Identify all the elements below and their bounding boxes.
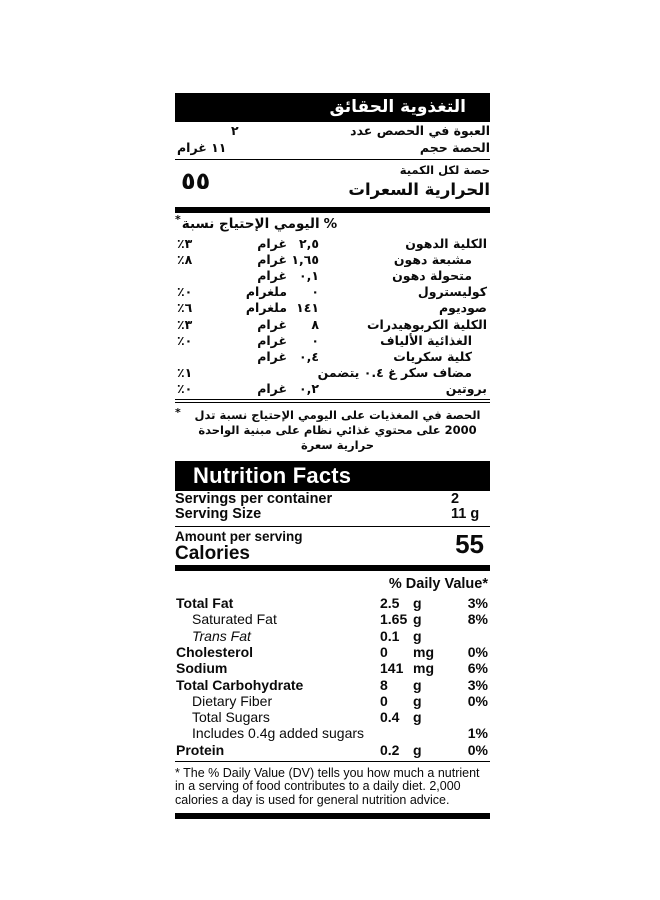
nutrient-daily-percent: 6% [467,660,488,677]
bottom-bar [175,813,490,819]
nutrient-daily-percent: 8% [467,611,488,628]
nutrient-row [175,644,490,660]
arabic-serving-size-value: ١١ غرام [177,140,227,155]
nutrient-value: 8 [380,676,388,693]
nutrient-daily-percent: ٪٣ [177,235,193,251]
nutrient-name: يتضمن ٠.٤ غ سكر مضاف [317,365,472,381]
nutrient-name: Sodium [176,660,228,677]
nutrient-daily-percent: ٪١ [177,365,193,381]
nutrient-value: ٠ [311,284,319,300]
nutrient-daily-percent: ٪٠ [177,332,193,348]
arabic-servings-row [175,122,490,139]
nutrient-unit: g [413,595,422,612]
nutrient-name: الدهون الكلية [405,235,487,251]
nutrient-daily-percent: ٪٦ [177,300,193,316]
nutrient-row [175,348,490,364]
nutrient-name: دهون متحولة [392,267,472,283]
nutrient-name: سكريات كلية [393,348,472,364]
nutrient-value: ٠,٢ [298,381,319,397]
arabic-amount-per-serving: الكمية لكل حصة [399,163,490,177]
nutrient-value: 0.4 [380,709,400,726]
english-servings-row [175,491,490,507]
nutrient-unit: غرام [257,235,287,251]
nutrient-daily-percent: 0% [467,741,488,758]
nutrient-value: 141 [380,660,404,677]
arabic-title-bar: الحقائق التغذوية [175,93,490,122]
nutrient-daily-percent: ٪٨ [177,251,193,267]
nutrient-row [175,300,490,316]
nutrient-row [175,251,490,267]
nutrient-value: 1.65 [380,611,408,628]
nutrient-unit: g [413,692,422,709]
english-calories-block [175,527,490,565]
nutrient-row [175,709,490,725]
nutrient-row [175,235,490,251]
nutrient-daily-percent: 1% [467,725,488,742]
nutrient-name: Total Carbohydrate [176,676,304,693]
nutrient-name: Trans Fat [192,627,251,644]
nutrient-value: ٨ [311,316,319,332]
nutrient-value: 0 [380,643,388,660]
nutrient-row [175,627,490,643]
english-title-bar: Nutrition Facts [175,461,490,491]
arabic-calories-block [175,163,490,207]
nutrient-daily-percent: 3% [467,676,488,693]
nutrient-name: Dietary Fiber [192,692,273,709]
arabic-daily-value-header [175,213,490,233]
nutrient-name: Cholesterol [176,643,254,660]
nutrient-row [175,381,490,397]
nutrient-daily-percent: 0% [467,692,488,709]
nutrient-value: ١٤١ [296,300,319,316]
nutrient-row [175,676,490,692]
asterisk-mark: * [175,405,181,419]
nutrient-row [175,332,490,348]
nutrient-row [175,611,490,627]
nutrient-name: Protein [176,741,225,758]
nutrient-value: ٠ [311,332,319,348]
arabic-serving-size-row [175,139,490,156]
nutrient-unit: غرام [257,251,287,267]
nutrient-unit: g [413,741,422,758]
nutrient-value: 0.1 [380,627,400,644]
arabic-panel [175,93,490,453]
nutrient-value: ٠,٤ [298,348,319,364]
nutrient-unit: g [413,611,422,628]
english-amount-per-serving: Amount per serving [175,528,303,544]
english-servings-value: 2 [451,490,460,507]
english-nutrient-rows [175,595,490,758]
arabic-daily-value-label: نسبة الإحتياج اليومي [181,216,320,232]
nutrient-unit: g [413,676,422,693]
nutrient-unit: غرام [257,316,287,332]
english-serving-size-row [175,506,490,522]
nutrient-daily-percent: 3% [467,595,488,612]
nutrient-unit: غرام [257,348,287,364]
nutrient-name: الألياف الغذائية [380,332,472,348]
nutrient-row [175,693,490,709]
english-serving-size-label: Serving Size [175,506,262,523]
nutrient-row [175,284,490,300]
nutrient-name: Includes 0.4g added sugars [192,725,365,742]
english-calories-value: 55 [455,528,484,559]
nutrient-unit: غرام [257,267,287,283]
nutrient-value: ٠,١ [298,267,319,283]
arabic-nutrient-rows [175,235,490,397]
nutrient-row [175,660,490,676]
arabic-calories-value: ٥٥ [181,167,211,195]
nutrient-name: Total Sugars [192,709,270,726]
nutrient-value: ٢,٥ [298,235,319,251]
nutrient-daily-percent: 0% [467,643,488,660]
nutrient-daily-percent: ٪٣ [177,316,193,332]
nutrient-unit: غرام [257,381,287,397]
english-footnote: * The % Daily Value (DV) tells you how much a nutrient in a serving of food contributes to a daily diet. 2,000 calories a day is used for general nutrition advice. [175,765,480,807]
nutrient-unit: g [413,709,422,726]
nutrient-name: كوليسترول [417,284,487,300]
nutrient-name: Total Fat [176,595,234,612]
english-servings-label: Servings per container [175,490,333,507]
divider [175,761,490,762]
nutrient-row [175,725,490,741]
asterisk-mark: * [175,213,181,226]
thick-divider [175,565,490,571]
nutrient-daily-percent: ٪٠ [177,284,193,300]
arabic-servings-label: عدد الحصص في العبوة [350,123,490,138]
nutrient-value: 0.2 [380,741,400,758]
nutrient-unit: mg [413,643,434,660]
nutrient-row [175,365,490,381]
nutrient-row [175,267,490,283]
nutrient-unit: mg [413,660,434,677]
nutrient-unit: ملغرام [245,284,287,300]
nutrient-row [175,742,490,758]
nutrient-row [175,595,490,611]
english-daily-value-header: % Daily Value* [388,575,488,592]
nutrient-daily-percent: ٪٠ [177,381,193,397]
arabic-footnote [175,405,490,453]
nutrient-row [175,316,490,332]
double-divider [175,399,490,403]
nutrition-label [175,93,490,819]
nutrient-unit: ملغرام [245,300,287,316]
divider [175,159,490,160]
thick-divider [175,207,490,213]
nutrient-unit: غرام [257,332,287,348]
nutrient-name: صوديوم [438,300,487,316]
nutrient-value: 2.5 [380,595,400,612]
english-panel [175,461,490,819]
nutrient-value: 0 [380,692,388,709]
english-calories-label: Calories [175,542,250,564]
english-serving-size-value: 11 g [451,506,480,523]
arabic-calories-label: السعرات الحرارية [348,180,490,199]
nutrient-name: Saturated Fat [192,611,277,628]
arabic-servings-value: ٢ [231,123,239,138]
nutrient-value: ١,٦٥ [291,251,319,267]
nutrient-unit: g [413,627,422,644]
nutrient-name: دهون مشبعة [393,251,472,267]
arabic-serving-size-label: حجم الحصة [419,140,490,155]
nutrient-name: بروتين [445,381,487,397]
nutrient-name: الكربوهيدرات الكلية [367,316,487,332]
arabic-footnote-text: تدل نسبة الإحتياج اليومي على المغذيات في الحصة الواحدة مبنية على نظام غذائي محتوي على 2000 سعرة حرارية [194,407,481,452]
percent-sign: % [323,216,338,232]
